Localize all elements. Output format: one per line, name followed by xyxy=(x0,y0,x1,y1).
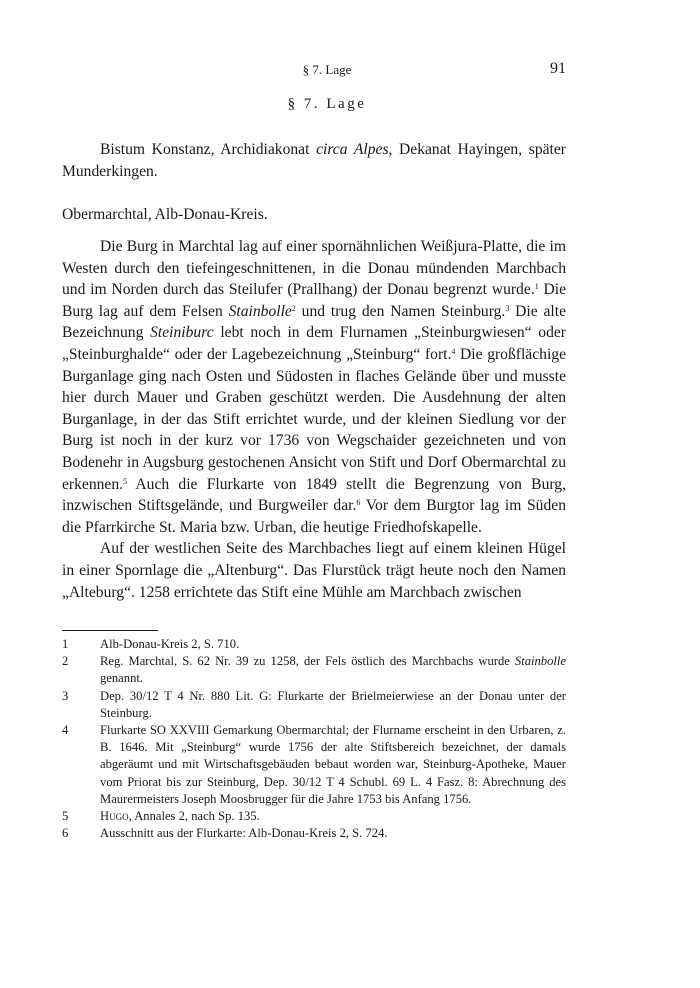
italic-span: Stainbolle xyxy=(228,302,292,320)
footnote-text: , Annales 2, nach Sp. 135. xyxy=(128,809,260,824)
footnote-number: 4 xyxy=(62,723,69,738)
footnote-text: Flurkarte SO XXVIII Gemarkung Obermarchtal; der Flurname erscheint in den Urbaren, z. B. 1646. Mit „Steinburg“ wurde 1756 der alte Stiftsbereich bezeichnet, der damals abgeräumt und mit Wirtschaftsgebäuden bebaut worden war, Steinburg-Apotheke, Mauer vom Priorat bis zur Steinburg, Dep. 30/12 T 4 Schubl. 69 L. 4 Fasz. 8: Abrechnung des Maurermeisters Joseph Moosbrugger für die Jahre 1753 bis Anfang 1756. xyxy=(100,723,566,806)
footnote-4 xyxy=(62,722,566,808)
footnote-text: Reg. Marchtal, S. 62 Nr. 39 zu 1258, der Fels östlich des Marchbachs wurde xyxy=(100,654,515,669)
footnote-text: Dep. 30/12 T 4 Nr. 880 Lit. G: Flurkarte der Brielmeierwiese an der Donau unter der Steinburg. xyxy=(100,688,566,720)
footnote-rule xyxy=(62,630,158,631)
running-head xyxy=(88,62,566,82)
text-span: Die alte Bezeichnung xyxy=(62,302,566,342)
footnotes xyxy=(62,636,566,842)
text-span: Die großflächige Burganlage ging nach Osten und Südosten in flaches Gelände über und musste hier durch Mauer und Graben geschützt werden. Die Ausdehnung der alten Burganlage, in der das Stift errichtet wurde, und der kleinen Siedlung vor der Burg ist noch in der kurz vor 1736 von Wegschaider gezeichneten und von Bodenehr in Augsburg gestochenen Ansicht von Stift und Dorf Obermarchtal zu erkennen. xyxy=(62,345,566,493)
footnote-number: 3 xyxy=(62,688,69,703)
section-title: § 7. Lage xyxy=(287,96,367,112)
footnote-ref-1[interactable]: 1 xyxy=(534,282,539,292)
footnote-ref-3[interactable]: 3 xyxy=(505,303,510,313)
intro-text: Bistum Konstanz, Archidiakonat xyxy=(100,141,317,158)
text-span: Auch die Flurkarte von 1849 stellt die Begrenzung von Burg, inzwischen Stiftsgelände, und Burgweiler dar. xyxy=(62,475,566,515)
intro-text-end: , Dekanat Hayingen, später Munderkingen. xyxy=(62,141,566,180)
italic-span: Steiniburc xyxy=(150,324,214,342)
text-span: und trug den Namen Steinburg. xyxy=(295,302,506,320)
intro-paragraph xyxy=(62,139,566,182)
paragraph-1 xyxy=(62,236,566,538)
footnote-number: 5 xyxy=(62,809,69,824)
footnote-text: Alb-Donau-Kreis 2, S. 710. xyxy=(100,637,240,651)
running-head-title: § 7. Lage xyxy=(302,62,352,77)
footnote-6 xyxy=(62,825,566,842)
footnote-ref-6[interactable]: 6 xyxy=(356,498,361,508)
footnote-italic: Stainbolle xyxy=(514,654,566,669)
footnote-number: 1 xyxy=(62,637,69,651)
footnote-ref-4[interactable]: 4 xyxy=(451,346,456,356)
main-text xyxy=(62,236,566,603)
text-span: Die Burg lag auf dem Felsen xyxy=(62,281,566,320)
text-span: lebt noch in dem Flurnamen „Steinburgwiesen“ oder „Steinburghalde“ oder der Lagebezeichnung „Steinburg“ fort. xyxy=(62,324,566,363)
footnote-ref-5[interactable]: 5 xyxy=(123,476,128,486)
text-span: Die Burg in Marchtal lag auf einer spornähnlichen Weißjura-Platte, die im Westen durch den tiefeingeschnittenen, in die Donau mündenden Marchbach und im Norden durch das Steilufer (Prallhang) der Donau begrenzt wurde. xyxy=(62,238,566,299)
footnote-5 xyxy=(62,808,566,825)
footnote-text: Ausschnitt aus der Flurkarte: Alb-Donau-Kreis 2, S. 724. xyxy=(100,826,388,841)
footnote-ref-2[interactable]: 2 xyxy=(291,303,296,313)
intro-italic: circa Alpes xyxy=(316,141,389,158)
footnote-text-end: genannt. xyxy=(100,671,144,686)
paragraph-2: Auf der westlichen Seite des Marchbaches liegt auf einem kleinen Hügel in einer Spornlage die „Altenburg“. Das Flurstück trägt heute noch den Namen „Alteburg“. 1258 errichtete das Stift eine Mühle am Marchbach zwischen xyxy=(62,540,566,601)
footnote-1 xyxy=(62,636,566,653)
footnote-author: Hugo xyxy=(100,809,129,824)
footnote-2 xyxy=(62,653,566,687)
footnote-number: 2 xyxy=(62,654,69,669)
page-number: 91 xyxy=(550,60,566,77)
footnote-3 xyxy=(62,688,566,722)
place-heading: Obermarchtal, Alb-Donau-Kreis. xyxy=(62,206,268,223)
text-span: Vor dem Burgtor lag im Süden die Pfarrkirche St. Maria bzw. Urban, die heutige Friedhofskapelle. xyxy=(62,497,566,536)
footnote-number: 6 xyxy=(62,826,69,841)
